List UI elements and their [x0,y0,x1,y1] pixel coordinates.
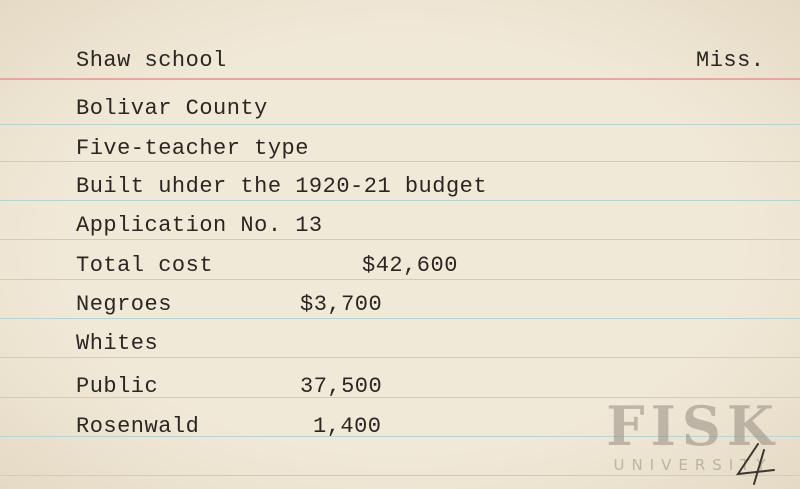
blue-rule [0,200,800,201]
blue-rule [0,279,800,280]
logo-wordmark: FISK [606,394,780,458]
application-number: Application No. 13 [76,213,323,238]
blue-rule [0,357,800,358]
logo-subtitle: UNIVERSITY [613,456,773,474]
red-header-rule [0,78,800,80]
total-cost-value: $42,600 [362,253,458,278]
public-value: 37,500 [300,374,383,399]
pencil-mark-icon [728,440,788,486]
total-cost-label: Total cost [76,253,214,278]
rosenwald-label: Rosenwald [76,414,200,439]
rosenwald-value: 1,400 [313,414,382,439]
negroes-value: $3,700 [300,292,383,317]
school-name: Shaw school [76,48,227,73]
state: Miss. [696,48,765,73]
building-type: Five-teacher type [76,136,309,161]
public-label: Public [76,374,159,399]
budget-line: Built uhder the 1920-21 budget [76,174,488,199]
negroes-label: Negroes [76,292,172,317]
blue-rule [0,318,800,319]
blue-rule [0,239,800,240]
whites-label: Whites [76,331,159,356]
blue-rule [0,124,800,125]
county: Bolivar County [76,96,268,121]
